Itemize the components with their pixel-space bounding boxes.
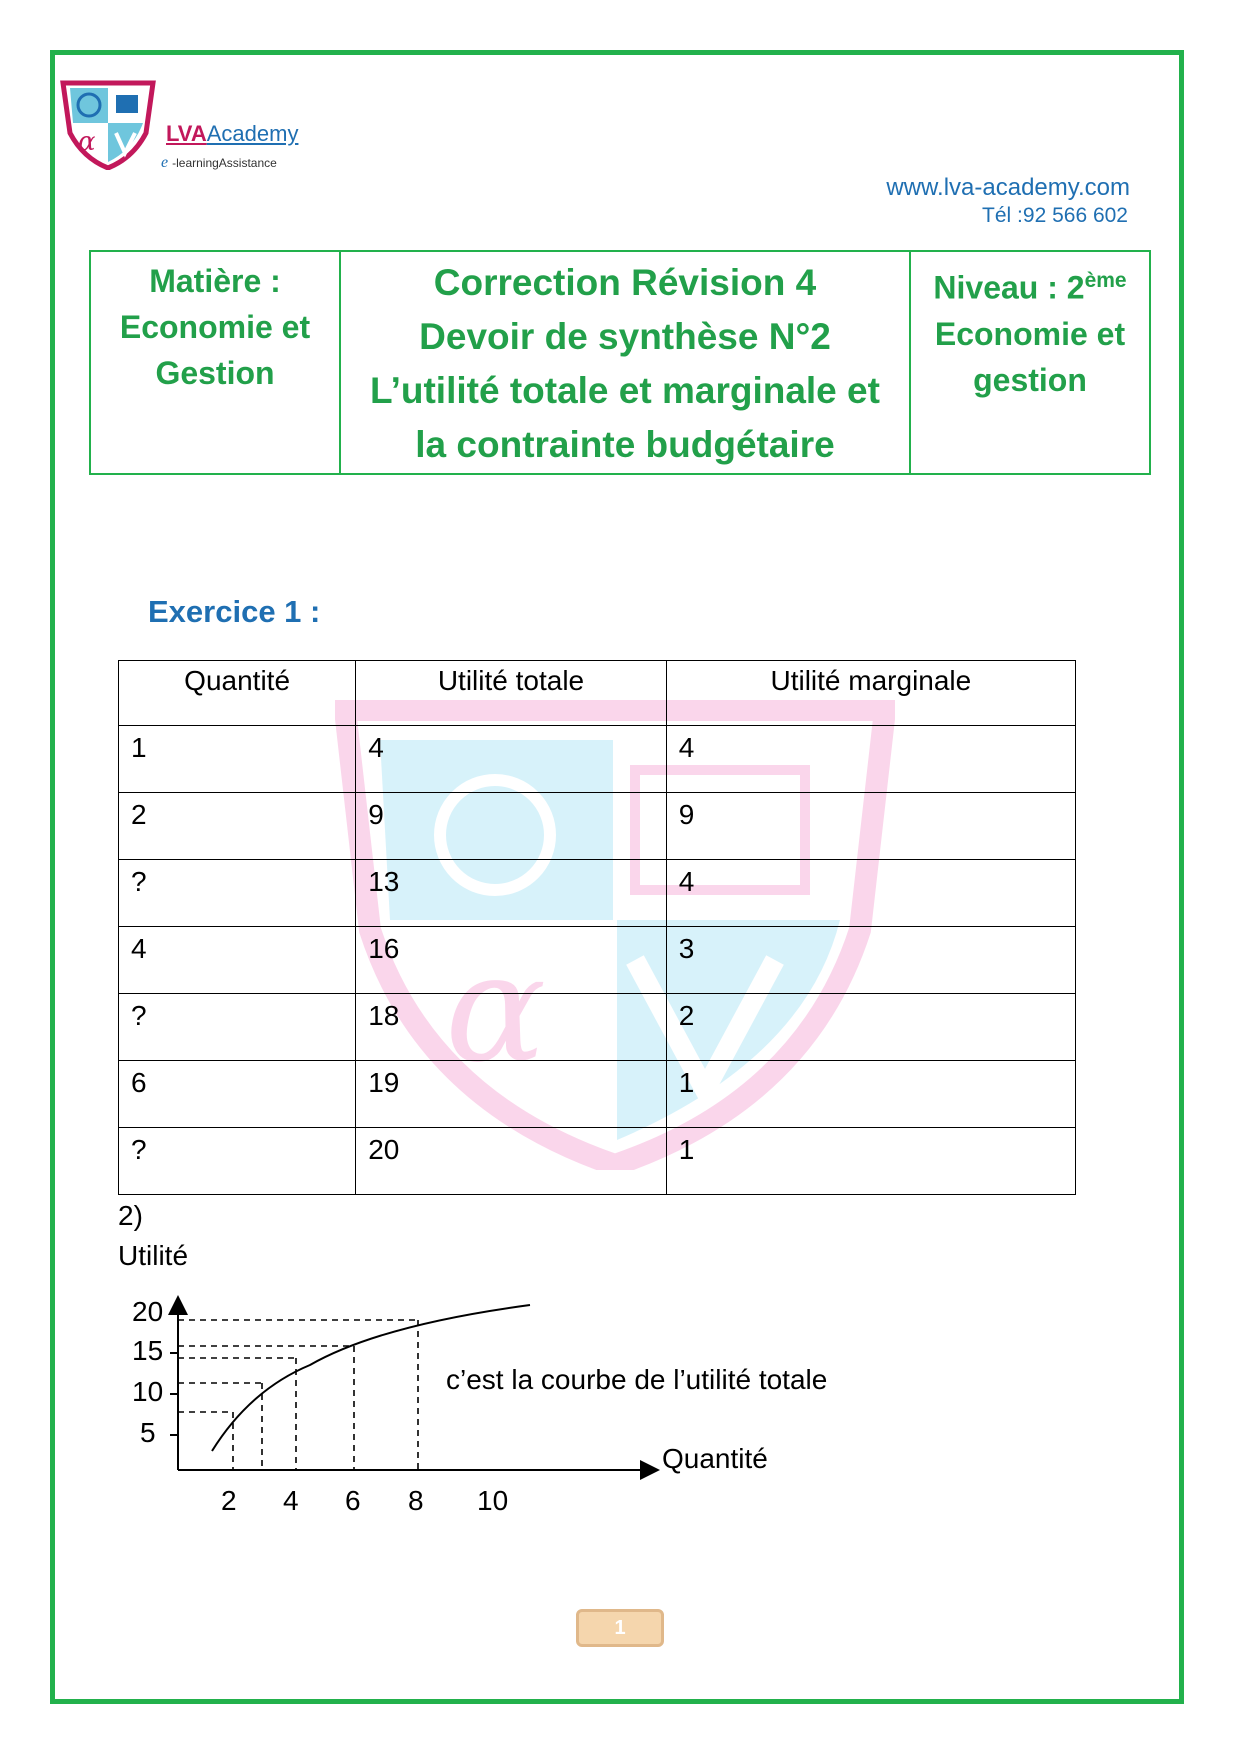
x-tick-label: 10: [477, 1485, 509, 1516]
brand-name: LVAAcademy: [166, 121, 299, 146]
table-cell: 2: [666, 994, 1075, 1061]
title-line: L’utilité totale et marginale et: [370, 370, 880, 411]
level-label: Niveau : 2ème: [933, 269, 1127, 306]
table-row: [119, 1061, 1076, 1128]
table-cell: ?: [119, 860, 356, 927]
table-cell: 1: [666, 1128, 1075, 1195]
y-axis-label: Utilité: [118, 1240, 189, 1271]
subject-line: Gestion: [155, 355, 275, 391]
table-cell: 9: [666, 793, 1075, 860]
table-cell: 4: [666, 860, 1075, 927]
table-cell: 4: [356, 726, 667, 793]
column-header: Quantité: [119, 661, 356, 726]
exercise-title: Exercice 1 :: [148, 594, 321, 629]
table-row: [119, 793, 1076, 860]
header-table: [89, 250, 1151, 475]
y-tick-label: 10: [132, 1376, 164, 1407]
table-row: [119, 994, 1076, 1061]
table-cell: 13: [356, 860, 667, 927]
page-number-badge: 1: [576, 1609, 664, 1647]
table-header-row: [119, 661, 1076, 726]
question-number: 2): [118, 1200, 143, 1231]
lva-academy-logo: [58, 78, 158, 170]
x-tick-label: 4: [283, 1485, 299, 1516]
table-cell: 9: [356, 793, 667, 860]
table-cell: 2: [119, 793, 356, 860]
phone-number: Tél :92 566 602: [982, 204, 1128, 227]
table-row: [119, 1128, 1076, 1195]
table-cell: 3: [666, 927, 1075, 994]
title-cell: [340, 251, 910, 474]
subject-cell: [90, 251, 340, 474]
x-tick-label: 8: [408, 1485, 424, 1516]
table-row: [119, 860, 1076, 927]
x-axis-label: Quantité: [662, 1443, 768, 1474]
column-header: Utilité marginale: [666, 661, 1075, 726]
svg-text:α: α: [78, 127, 96, 157]
table-cell: 19: [356, 1061, 667, 1128]
table-cell: 16: [356, 927, 667, 994]
table-cell: 18: [356, 994, 667, 1061]
title-line: Correction Révision 4: [433, 262, 817, 303]
brand-tagline: e -learningAssistance: [161, 154, 277, 171]
table-cell: 4: [119, 927, 356, 994]
table-row: [119, 927, 1076, 994]
table-cell: 6: [119, 1061, 356, 1128]
table-row: [119, 726, 1076, 793]
table-cell: 1: [666, 1061, 1075, 1128]
level-line: gestion: [973, 361, 1087, 398]
curve-note: c’est la courbe de l’utilité totale: [446, 1364, 828, 1395]
x-tick-label: 6: [345, 1485, 361, 1516]
y-tick-label: 20: [132, 1296, 164, 1327]
table-cell: 1: [119, 726, 356, 793]
x-tick-label: 2: [221, 1485, 237, 1516]
table-cell: 20: [356, 1128, 667, 1195]
subject-label: Matière :: [149, 263, 281, 299]
table-cell: 4: [666, 726, 1075, 793]
y-tick-label: 15: [132, 1335, 164, 1366]
svg-text:α: α: [445, 922, 547, 1096]
title-line: Devoir de synthèse N°2: [419, 316, 831, 357]
website-url[interactable]: www.lva-academy.com: [886, 174, 1130, 201]
table-cell: ?: [119, 994, 356, 1061]
subject-line: Economie et: [119, 309, 311, 345]
column-header: Utilité totale: [356, 661, 667, 726]
table-cell: ?: [119, 1128, 356, 1195]
level-cell: [910, 251, 1150, 474]
title-line: la contrainte budgétaire: [415, 424, 835, 465]
y-tick-label: 5: [140, 1417, 156, 1448]
utility-table: [118, 660, 1076, 1195]
level-line: Economie et: [934, 315, 1126, 352]
